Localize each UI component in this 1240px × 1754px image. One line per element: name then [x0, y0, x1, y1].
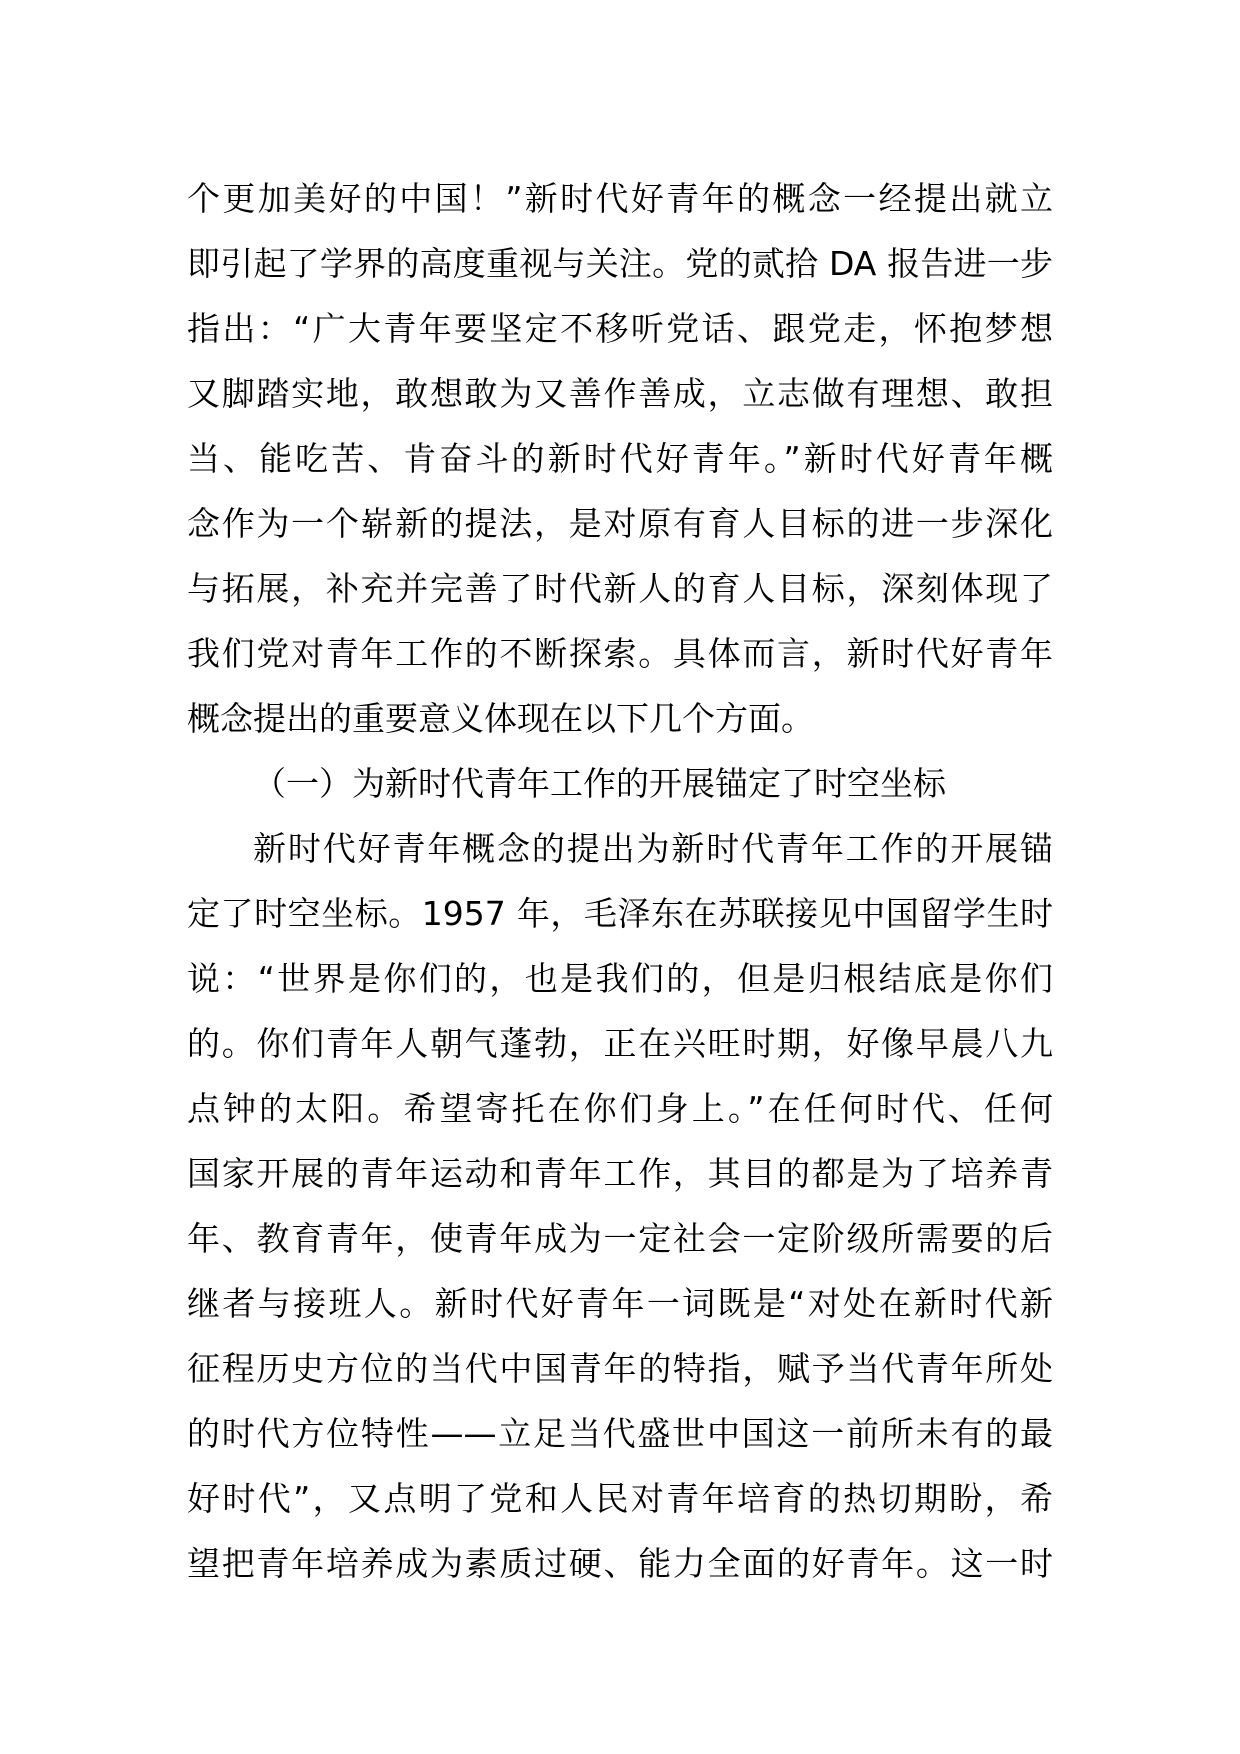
text-line: 新时代好青年概念的提出为新时代青年工作的开展锚: [253, 829, 1053, 868]
text-line: 好时代”，又点明了党和人民对青年培育的热切期盼，希: [187, 1479, 1053, 1518]
text-line: 的时代方位特性——立足当代盛世中国这一前所未有的最: [187, 1414, 1053, 1453]
body-text: [187, 166, 1053, 1596]
text-line: 与拓展，补充并完善了时代新人的育人目标，深刻体现了: [187, 569, 1053, 608]
text-line: 望把青年培养成为素质过硬、能力全面的好青年。这一时: [187, 1544, 1053, 1583]
text-line: 年、教育青年，使青年成为一定社会一定阶级所需要的后: [187, 1219, 1053, 1258]
text-line: 继者与接班人。新时代好青年一词既是“对处在新时代新: [187, 1284, 1053, 1323]
text-line: 国家开展的青年运动和青年工作，其目的都是为了培养青: [187, 1154, 1053, 1193]
text-line: 的。你们青年人朝气蓬勃，正在兴旺时期，好像早晨八九: [187, 1024, 1053, 1063]
text-line: 指出：“广大青年要坚定不移听党话、跟党走，怀抱梦想: [187, 309, 1053, 348]
text-line: 点钟的太阳。希望寄托在你们身上。”在任何时代、任何: [187, 1089, 1053, 1128]
text-line: 说：“世界是你们的，也是我们的，但是归根结底是你们: [187, 959, 1053, 998]
text-line: 当、能吃苦、肯奋斗的新时代好青年。”新时代好青年概: [187, 439, 1053, 478]
text-line: 概念提出的重要意义体现在以下几个方面。: [187, 699, 814, 738]
text-line: 我们党对青年工作的不断探索。具体而言，新时代好青年: [187, 634, 1053, 673]
text-line: 即引起了学界的高度重视与关注。党的贰拾 DA 报告进一步: [187, 244, 1053, 283]
text-line: 个更加美好的中国！”新时代好青年的概念一经提出就立: [187, 179, 1053, 218]
text-line: 定了时空坐标。1957 年，毛泽东在苏联接见中国留学生时: [187, 894, 1053, 933]
text-line: 又脚踏实地，敢想敢为又善作善成，立志做有理想、敢担: [187, 374, 1053, 413]
section-heading: （一）为新时代青年工作的开展锚定了时空坐标: [253, 764, 946, 803]
text-line: 征程历史方位的当代中国青年的特指，赋予当代青年所处: [187, 1349, 1053, 1388]
text-line: 念作为一个崭新的提法，是对原有育人目标的进一步深化: [187, 504, 1053, 543]
